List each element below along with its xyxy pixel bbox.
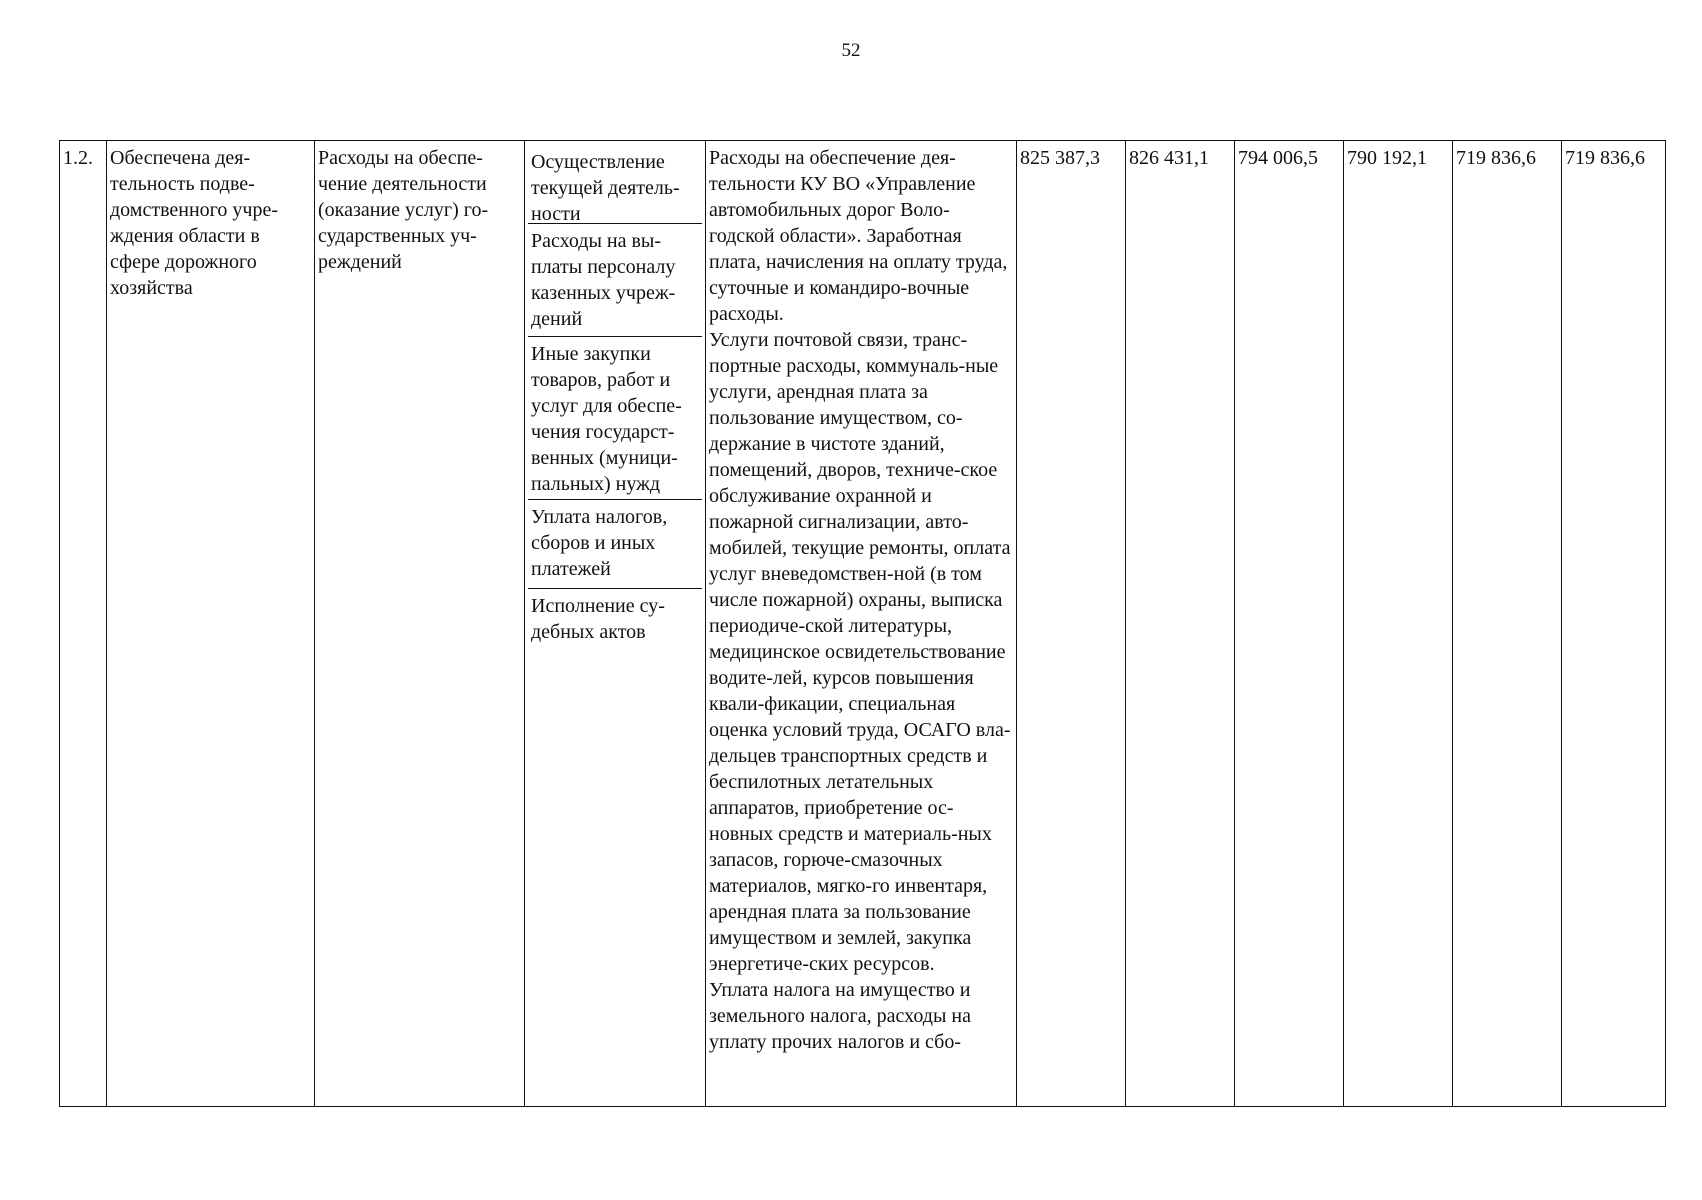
direction-item: Осуществление текущей деятель-ности — [528, 145, 702, 224]
page-number: 52 — [841, 40, 861, 61]
value-cell: 790 192,1 — [1344, 141, 1453, 1107]
result-cell: Обеспечена дея-тельность подве-домственного учре-ждения области в сфере дорожного хозяйства — [107, 141, 315, 1107]
description-paragraph: Услуги почтовой связи, транс-портные расходы, коммуналь-ные услуги, арендная плата за пользование имуществом, со-держание в чистоте зданий, помещений, дворов, техниче-ское обслуживание охранной и пожарной сигнализации, авто-мобилей, текущие ремонты, оплата услуг вневедомствен-ной (в том числе пожарной) охраны, выписка периодиче-ской литературы, медицинское освидетельствование водите-лей, курсов повышения квали-фикации, специальная оценка условий труда, ОСАГО вла-дельцев транспортных средств и беспилотных летательных аппаратов, приобретение ос-новных средств и материаль-ных запасов, горюче-смазочных материалов, мягко-го инвентаря, арендная плата за пользование имуществом и землей, закупка энергетиче-ских ресурсов. — [709, 329, 1011, 975]
directions-cell — [525, 141, 706, 1107]
description-cell — [706, 141, 1017, 1107]
direction-item: Расходы на вы-платы персоналу казенных учреж-дений — [528, 224, 702, 337]
value-cell: 826 431,1 — [1126, 141, 1235, 1107]
row-number: 1.2. — [60, 141, 107, 1107]
budget-table — [59, 140, 1666, 1107]
direction-item: Иные закупки товаров, работ и услуг для обеспе-чения государст-венных (муници-пальных) нужд — [528, 337, 702, 500]
table-row — [60, 141, 1666, 1107]
value-cell: 825 387,3 — [1017, 141, 1126, 1107]
description-paragraph: Уплата налога на имущество и земельного налога, расходы на уплату прочих налогов и сбо- — [709, 979, 971, 1053]
description-paragraph: Расходы на обеспечение дея-тельности КУ ВО «Управление автомобильных дорог Воло-годской области». Заработная плата, начисления на оплату труда, суточные и командиро-вочные расходы. — [709, 147, 1008, 325]
value-cell: 719 836,6 — [1562, 141, 1666, 1107]
value-cell: 719 836,6 — [1453, 141, 1562, 1107]
value-cell: 794 006,5 — [1235, 141, 1344, 1107]
direction-item: Уплата налогов, сборов и иных платежей — [528, 500, 702, 589]
measure-cell: Расходы на обеспе-чение деятельности (оказание услуг) го-сударственных уч-реждений — [315, 141, 525, 1107]
direction-item: Исполнение су-дебных актов — [531, 595, 665, 643]
